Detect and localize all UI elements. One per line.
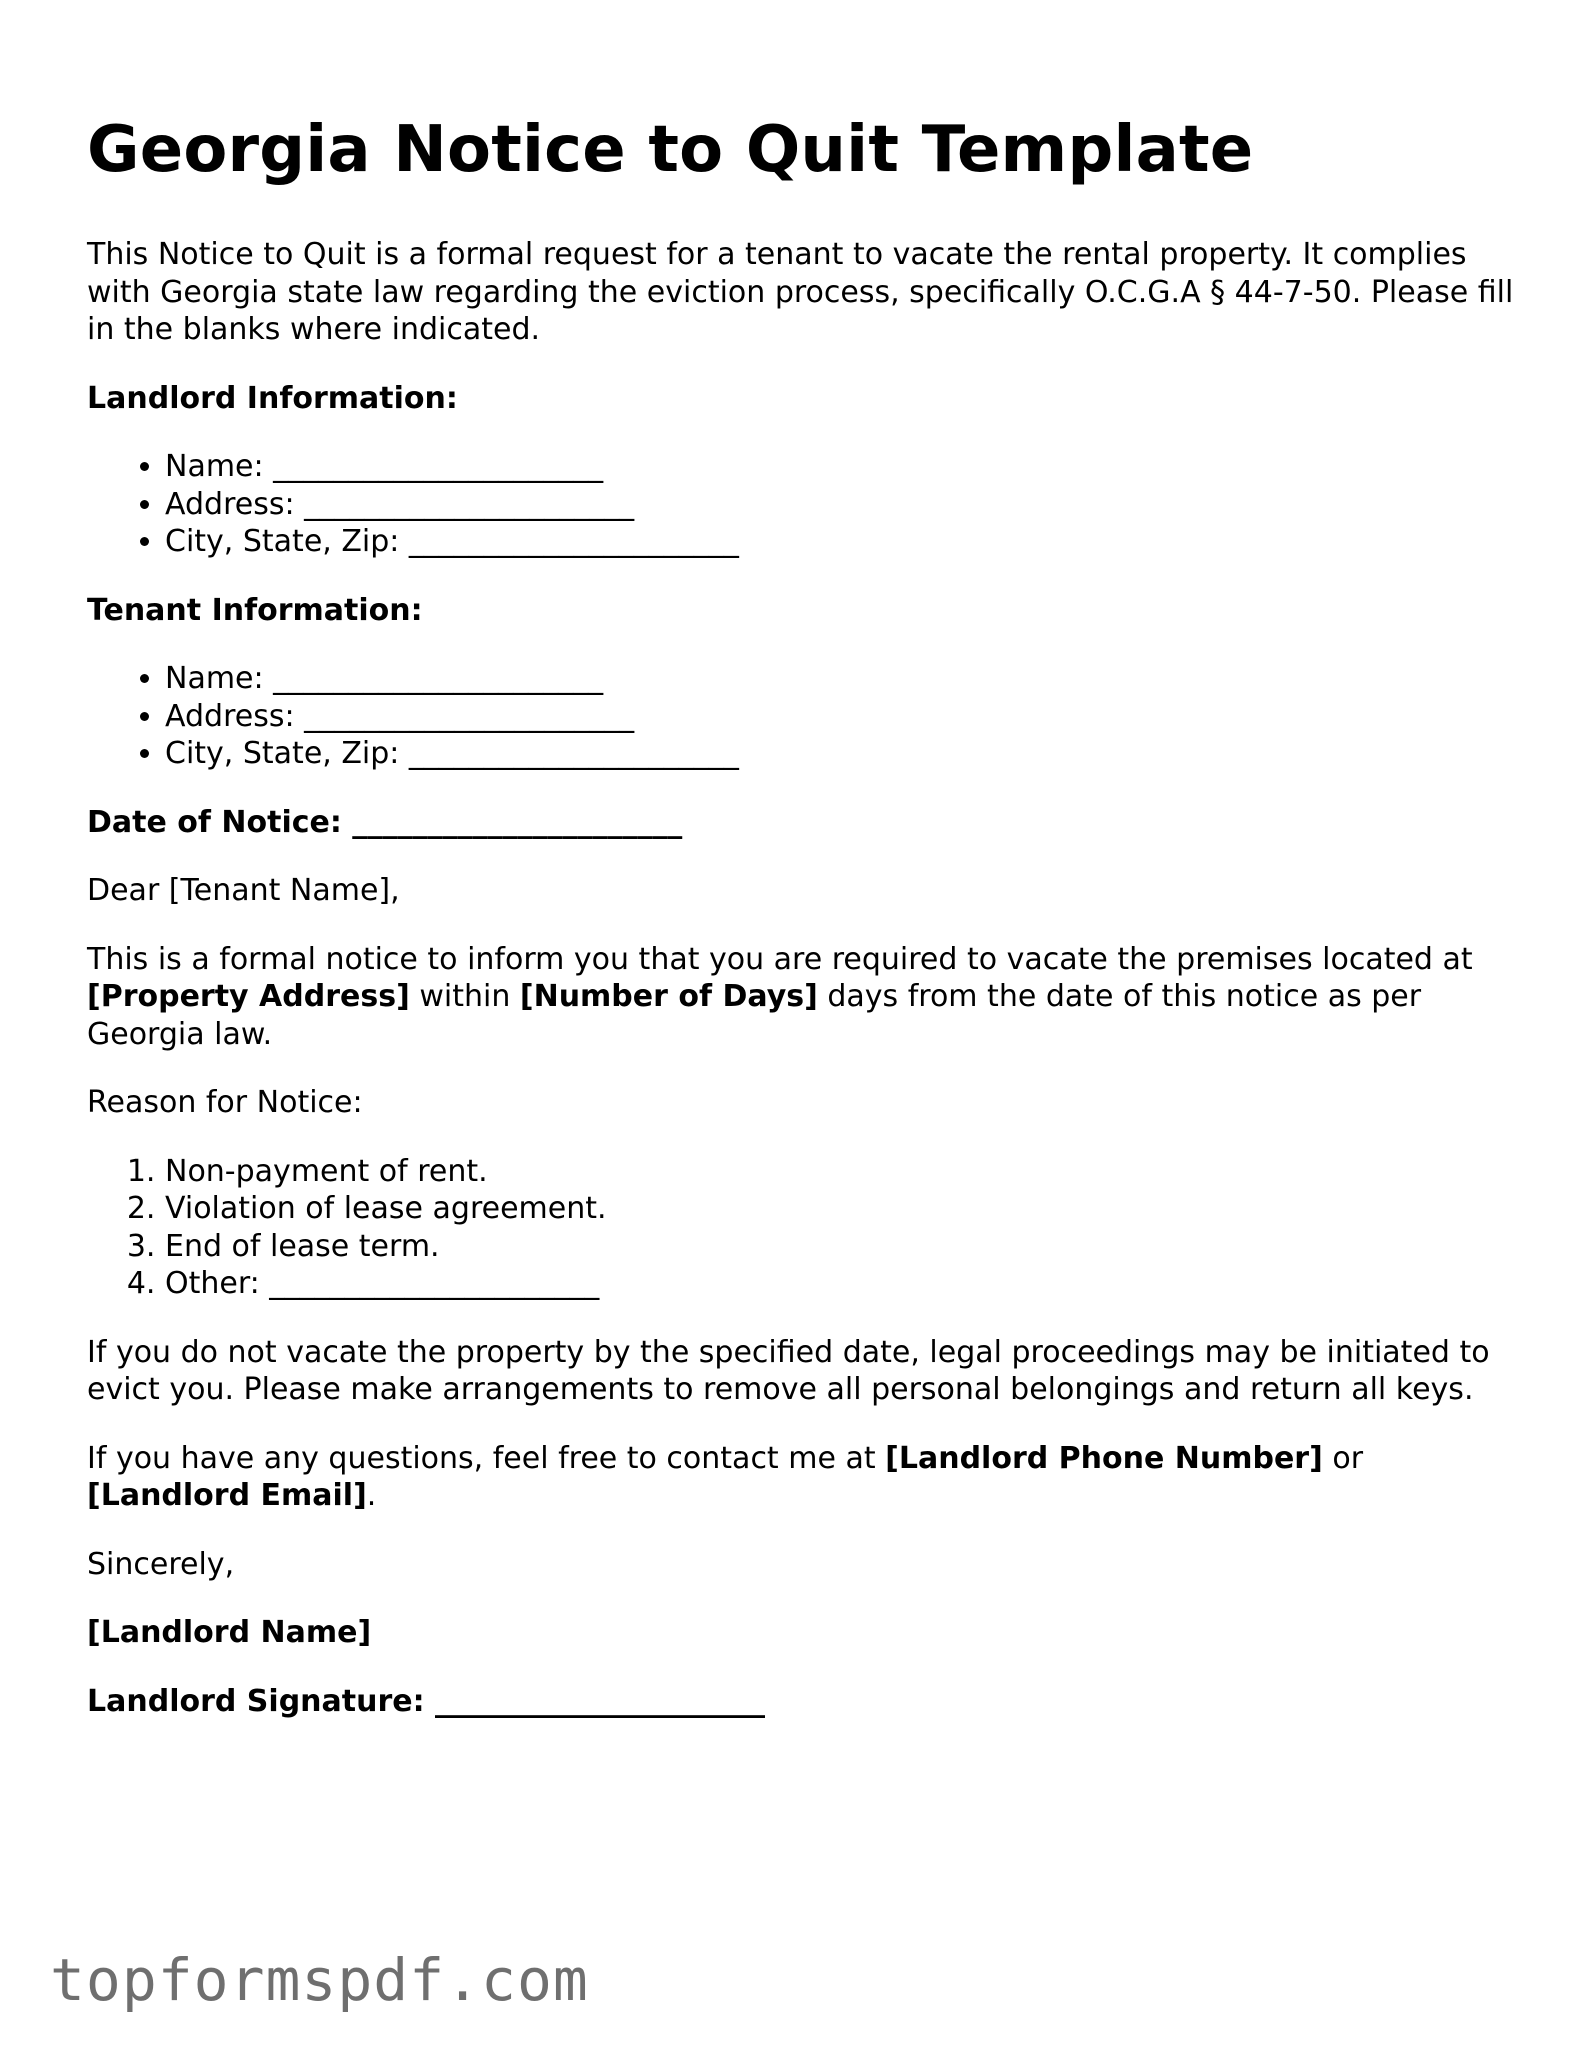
landlord-info-heading: Landlord Information: bbox=[87, 380, 458, 416]
landlord-phone-placeholder: [Landlord Phone Number] bbox=[885, 1440, 1323, 1476]
reason-item: 4. Other: ______________________ bbox=[165, 1265, 1517, 1303]
landlord-city-state-zip-field: • City, State, Zip: ______________________ bbox=[165, 523, 1517, 561]
reason-item: 3. End of lease term. bbox=[165, 1228, 1517, 1266]
warning-paragraph: If you do not vacate the property by the specified date, legal proceedings may be initiated to evict you. Please make arrangements to remove all personal belongings and return all keys. bbox=[87, 1334, 1490, 1407]
intro-paragraph: This Notice to Quit is a formal request for a tenant to vacate the rental property. It complies with Georgia state law regarding the eviction process, specifically O.C.G.A § 44-7-50. Please fill in the blanks where indicated. bbox=[87, 237, 1514, 347]
landlord-address-field: • Address: ______________________ bbox=[165, 486, 1517, 524]
tenant-info-heading: Tenant Information: bbox=[87, 592, 423, 628]
closing: Sincerely, bbox=[87, 1546, 235, 1582]
reason-item: 2. Violation of lease agreement. bbox=[165, 1190, 1517, 1228]
salutation: Dear [Tenant Name], bbox=[87, 873, 400, 908]
tenant-city-state-zip-field: • City, State, Zip: ______________________ bbox=[165, 735, 1517, 773]
document-page bbox=[87, 108, 1517, 1751]
contact-text-2: or bbox=[1322, 1440, 1364, 1476]
document-title: Georgia Notice to Quit Template bbox=[87, 113, 1254, 187]
landlord-name-field: • Name: ______________________ bbox=[165, 448, 1517, 486]
reason-list bbox=[87, 1153, 1517, 1303]
tenant-info-list bbox=[87, 660, 1517, 773]
landlord-info-list bbox=[87, 448, 1517, 561]
tenant-name-field: • Name: ______________________ bbox=[165, 660, 1517, 698]
landlord-signature-field: Landlord Signature: ______________________ bbox=[87, 1683, 766, 1719]
landlord-name-placeholder: [Landlord Name] bbox=[87, 1615, 372, 1650]
contact-text-1: If you have any questions, feel free to contact me at bbox=[87, 1440, 886, 1476]
reason-item: 1. Non-payment of rent. bbox=[165, 1153, 1517, 1191]
contact-paragraph bbox=[87, 1440, 1517, 1515]
tenant-address-field: • Address: ______________________ bbox=[165, 698, 1517, 736]
date-of-notice-field: Date of Notice: ______________________ bbox=[87, 804, 683, 840]
contact-text-3: . bbox=[366, 1478, 377, 1513]
notice-body-text-1: This is a formal notice to inform you that you are required to vacate the premises located at bbox=[87, 941, 1473, 977]
notice-body-text-2: within bbox=[409, 979, 520, 1014]
landlord-email-placeholder: [Landlord Email] bbox=[87, 1478, 367, 1513]
watermark: topformspdf.com bbox=[50, 1946, 589, 2014]
property-address-placeholder: [Property Address] bbox=[87, 979, 410, 1014]
reason-heading: Reason for Notice: bbox=[87, 1085, 363, 1120]
number-of-days-placeholder: [Number of Days] bbox=[519, 979, 818, 1014]
notice-body-paragraph bbox=[87, 941, 1517, 1054]
notice-body-text-3: days from the date of this notice as per Georgia law. bbox=[87, 979, 1422, 1052]
